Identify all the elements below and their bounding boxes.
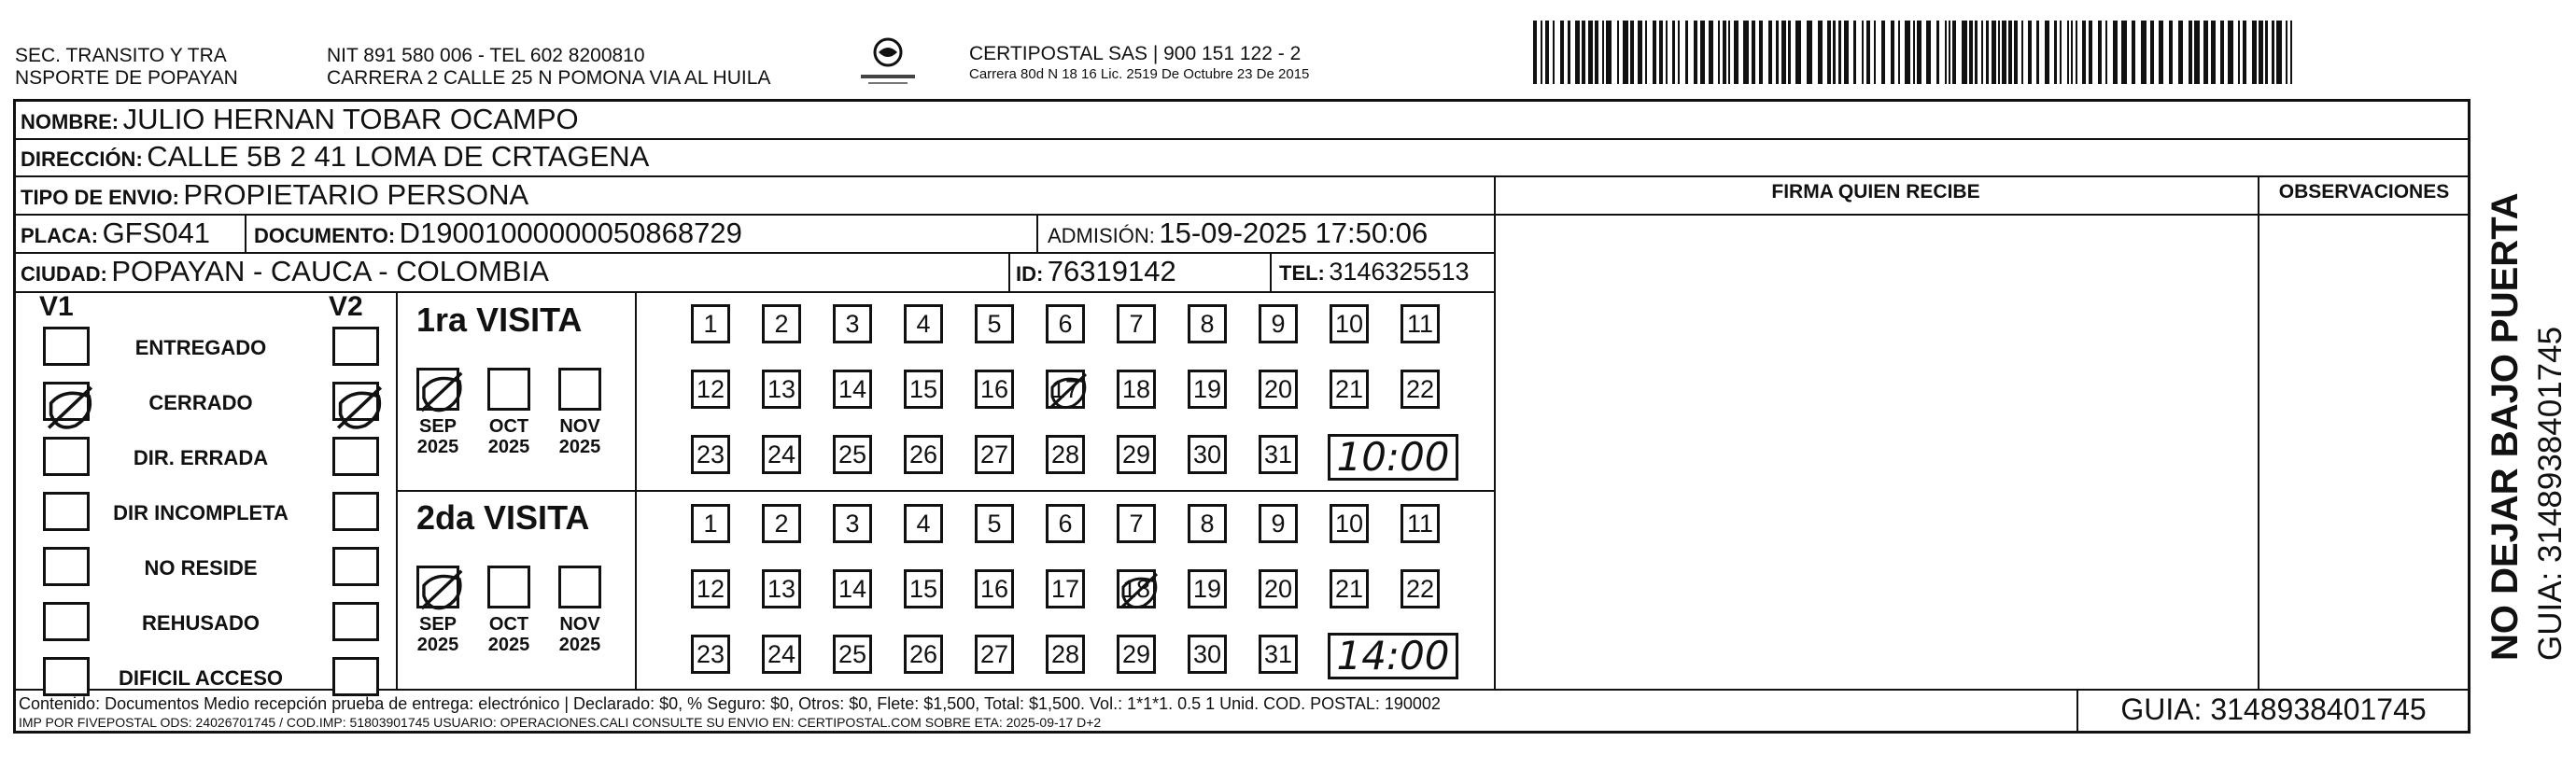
visit1-day-box[interactable]: 29 <box>1117 435 1156 474</box>
visit1-day-box[interactable]: 18 <box>1117 370 1156 409</box>
signature-column-header: FIRMA QUIEN RECIBE <box>1771 181 1980 203</box>
city-field <box>21 255 549 288</box>
company-block <box>969 43 1309 84</box>
visit1-day-box[interactable]: 31 <box>1259 435 1298 474</box>
city-label: CIUDAD: <box>21 262 107 286</box>
visit1-time[interactable]: 10:00 <box>1328 434 1458 481</box>
visit2-day-box[interactable]: 4 <box>904 504 943 543</box>
visit2-day-box[interactable]: 7 <box>1117 504 1156 543</box>
visit2-day-box[interactable]: 29 <box>1117 635 1156 674</box>
visit1-day-box[interactable]: 21 <box>1330 370 1369 409</box>
visit1-day-box[interactable]: 1 <box>691 304 730 343</box>
visit1-month-checkbox[interactable] <box>558 368 601 411</box>
visit2-day-box[interactable]: 3 <box>833 504 872 543</box>
footer-content-line: Contenido: Documentos Medio recepción prueba de entrega: electrónico | Declarado: $0, % Seguro: $0, Otros: $0, Flete: $1,500, Total: $1,500. Vol.: 1*1*1. 0.5 1 Unid. COD. POSTAL: 190002 <box>19 694 1441 713</box>
visit1-day-box[interactable]: 14 <box>833 370 872 409</box>
v1-checkbox[interactable] <box>43 547 90 586</box>
visit1-title: 1ra VISITA <box>416 301 583 339</box>
v2-checkbox[interactable] <box>332 327 379 366</box>
visit2-day-box[interactable]: 27 <box>975 635 1014 674</box>
v2-checkbox[interactable] <box>332 547 379 586</box>
v2-checkbox[interactable] <box>332 492 379 531</box>
visit2-day-box[interactable]: 14 <box>833 569 872 608</box>
visit1-day-box[interactable]: 22 <box>1401 370 1440 409</box>
visit2-month-name: NOV <box>559 614 600 635</box>
license-line: Carrera 80d N 18 16 Lic. 2519 De Octubre 23 De 2015 <box>969 66 1310 82</box>
visit2-day-box[interactable]: 5 <box>975 504 1014 543</box>
visit1-month-name: OCT <box>488 416 529 437</box>
visit2-month-year: 2025 <box>416 635 459 655</box>
sender-line-1: SEC. TRANSITO Y TRA <box>15 45 227 66</box>
visit1-month-name: SEP <box>418 416 457 437</box>
plate-label: PLACA: <box>21 224 99 247</box>
visit1-day-box[interactable]: 13 <box>762 370 801 409</box>
side-guia-number: GUIA: 3148938401745 <box>2532 326 2569 661</box>
document-value: D19001000000050868729 <box>399 217 742 249</box>
tel-value: 3146325513 <box>1329 258 1470 286</box>
v2-header: V2 <box>329 291 363 322</box>
visit1-day-box[interactable]: 4 <box>904 304 943 343</box>
address-field <box>21 140 649 174</box>
visit2-month-checkbox[interactable] <box>487 566 530 608</box>
v1-checkbox[interactable] <box>43 602 90 641</box>
visit2-month-year: 2025 <box>558 635 601 655</box>
v1-header: V1 <box>39 291 74 322</box>
status-reason-label: NO RESIDE <box>144 556 258 580</box>
visit2-month-label <box>410 614 466 655</box>
id-field <box>1016 255 1176 288</box>
status-reason-label: ENTREGADO <box>134 336 267 359</box>
visit2-day-box[interactable]: 20 <box>1259 569 1298 608</box>
visit2-day-box[interactable]: 28 <box>1046 635 1085 674</box>
no-dejar-bajo-puerta-warning: NO DEJAR BAJO PUERTA <box>2485 192 2526 661</box>
city-value: POPAYAN - CAUCA - COLOMBIA <box>111 255 549 287</box>
id-label: ID: <box>1016 262 1044 286</box>
visit2-day-box[interactable]: 26 <box>904 635 943 674</box>
visit1-month-name: NOV <box>559 416 600 437</box>
visit1-day-box[interactable]: 27 <box>975 435 1014 474</box>
v1-checkbox[interactable] <box>43 437 90 476</box>
footer-print-line: IMP POR FIVEPOSTAL ODS: 24026701745 / COD.IMP: 51803901745 USUARIO: OPERACIONES.CALI CONSULTE SU ENVIO EN: CERTIPOSTAL.COM SOBRE ETA: 2025-09-17 D+2 <box>19 715 1102 730</box>
visit2-month-label <box>481 614 537 655</box>
v2-checkbox[interactable] <box>332 657 379 696</box>
visit1-day-box[interactable]: 26 <box>904 435 943 474</box>
visit2-day-box[interactable]: 21 <box>1330 569 1369 608</box>
visit1-day-box[interactable]: 28 <box>1046 435 1085 474</box>
visit1-day-box[interactable]: 11 <box>1401 304 1440 343</box>
visit2-day-box[interactable]: 22 <box>1401 569 1440 608</box>
visit1-month-label <box>481 416 537 457</box>
plate-value: GFS041 <box>102 217 211 249</box>
visit1-day-box[interactable]: 9 <box>1259 304 1298 343</box>
v2-checkbox[interactable] <box>332 382 379 421</box>
v2-checkbox[interactable] <box>332 602 379 641</box>
visit1-day-box[interactable]: 17 <box>1046 370 1085 409</box>
tel-label: TEL: <box>1279 261 1325 285</box>
visit1-day-box[interactable]: 20 <box>1259 370 1298 409</box>
v1-checkbox[interactable] <box>43 657 90 696</box>
barcode-icon <box>1531 21 2297 86</box>
document-field <box>254 217 742 250</box>
visit2-day-box[interactable]: 18 <box>1117 569 1156 608</box>
visit2-day-box[interactable]: 6 <box>1046 504 1085 543</box>
visit2-day-box[interactable]: 31 <box>1259 635 1298 674</box>
visit1-day-box[interactable]: 3 <box>833 304 872 343</box>
visit1-day-box[interactable]: 7 <box>1117 304 1156 343</box>
v1-checkbox[interactable] <box>43 327 90 366</box>
status-reason-label: DIFICIL ACCESO <box>118 666 283 690</box>
signature-area[interactable] <box>1496 216 2256 687</box>
visit1-day-box[interactable]: 23 <box>691 435 730 474</box>
visit1-day-box[interactable]: 10 <box>1330 304 1369 343</box>
visit2-day-box[interactable]: 13 <box>762 569 801 608</box>
visit2-day-box[interactable]: 17 <box>1046 569 1085 608</box>
visit1-month-label <box>410 416 466 457</box>
admission-label: ADMISIÓN: <box>1048 224 1155 247</box>
name-label: NOMBRE: <box>21 110 120 133</box>
visit2-month-name: SEP <box>418 614 457 635</box>
visit1-month-checkbox[interactable] <box>416 368 459 411</box>
status-reason-label: DIR INCOMPLETA <box>113 501 289 524</box>
address-label: DIRECCIÓN: <box>21 147 143 171</box>
visit2-title: 2da VISITA <box>416 498 590 537</box>
visit2-month-label <box>552 614 608 655</box>
observations-column-header: OBSERVACIONES <box>2278 181 2450 203</box>
visit1-month-year: 2025 <box>487 437 530 457</box>
address-value: CALLE 5B 2 41 LOMA DE CRTAGENA <box>147 140 650 173</box>
visit2-month-year: 2025 <box>487 635 530 655</box>
visit2-day-box[interactable]: 24 <box>762 635 801 674</box>
visit2-day-box[interactable]: 23 <box>691 635 730 674</box>
visit2-day-box[interactable]: 11 <box>1401 504 1440 543</box>
visit1-day-box[interactable]: 12 <box>691 370 730 409</box>
sender-contact-block <box>327 45 770 90</box>
v1-checkbox[interactable] <box>43 492 90 531</box>
tel-field <box>1279 258 1470 287</box>
admission-field <box>1048 217 1428 250</box>
visit1-day-box[interactable]: 5 <box>975 304 1014 343</box>
name-field <box>21 103 579 136</box>
certipostal-logo-icon <box>855 34 921 90</box>
visit2-day-box[interactable]: 10 <box>1330 504 1369 543</box>
visit2-day-box[interactable]: 19 <box>1188 569 1227 608</box>
visit2-day-box[interactable]: 15 <box>904 569 943 608</box>
status-reason-label: REHUSADO <box>142 611 260 635</box>
visit1-month-year: 2025 <box>416 437 459 457</box>
visit1-day-box[interactable]: 6 <box>1046 304 1085 343</box>
visit1-day-box[interactable]: 2 <box>762 304 801 343</box>
address-line: CARRERA 2 CALLE 25 N POMONA VIA AL HUILA <box>327 67 771 89</box>
visit2-day-box[interactable]: 25 <box>833 635 872 674</box>
visit2-time[interactable]: 14:00 <box>1328 633 1458 679</box>
visit1-month-label <box>552 416 608 457</box>
visit1-day-box[interactable]: 8 <box>1188 304 1227 343</box>
visit2-day-box[interactable]: 2 <box>762 504 801 543</box>
shipping-type-label: TIPO DE ENVIO: <box>21 186 179 209</box>
visit2-month-name: OCT <box>488 614 529 635</box>
visit1-day-box[interactable]: 19 <box>1188 370 1227 409</box>
v1-checkbox[interactable] <box>43 382 90 421</box>
status-reason-label: DIR. ERRADA <box>133 446 269 469</box>
visit1-day-box[interactable]: 16 <box>975 370 1014 409</box>
shipping-type-field <box>21 178 528 212</box>
id-value: 76319142 <box>1047 255 1176 287</box>
shipping-type-value: PROPIETARIO PERSONA <box>183 178 529 211</box>
status-reason-label: CERRADO <box>148 391 253 414</box>
visit2-day-box[interactable]: 30 <box>1188 635 1227 674</box>
name-value: JULIO HERNAN TOBAR OCAMPO <box>122 103 579 135</box>
visit1-day-box[interactable]: 25 <box>833 435 872 474</box>
visit2-day-box[interactable]: 8 <box>1188 504 1227 543</box>
visit2-month-checkbox[interactable] <box>558 566 601 608</box>
visit1-month-checkbox[interactable] <box>487 368 530 411</box>
nit-line: NIT 891 580 006 - TEL 602 8200810 <box>327 45 645 66</box>
visit1-day-box[interactable]: 15 <box>904 370 943 409</box>
visit2-day-box[interactable]: 1 <box>691 504 730 543</box>
visit2-month-checkbox[interactable] <box>416 566 459 608</box>
footer-guia-number: GUIA: 3148938401745 <box>2120 692 2427 726</box>
sender-block <box>15 45 238 90</box>
document-label: DOCUMENTO: <box>254 224 396 247</box>
visit2-day-box[interactable]: 9 <box>1259 504 1298 543</box>
visit1-month-year: 2025 <box>558 437 601 457</box>
visit2-day-box[interactable]: 12 <box>691 569 730 608</box>
company-line: CERTIPOSTAL SAS | 900 151 122 - 2 <box>969 43 1302 64</box>
visit1-day-box[interactable]: 30 <box>1188 435 1227 474</box>
admission-value: 15-09-2025 17:50:06 <box>1159 217 1429 249</box>
visit1-day-box[interactable]: 24 <box>762 435 801 474</box>
observations-area[interactable] <box>2259 216 2469 687</box>
v2-checkbox[interactable] <box>332 437 379 476</box>
visit2-day-box[interactable]: 16 <box>975 569 1014 608</box>
plate-field <box>21 217 210 250</box>
sender-line-2: NSPORTE DE POPAYAN <box>15 67 238 89</box>
